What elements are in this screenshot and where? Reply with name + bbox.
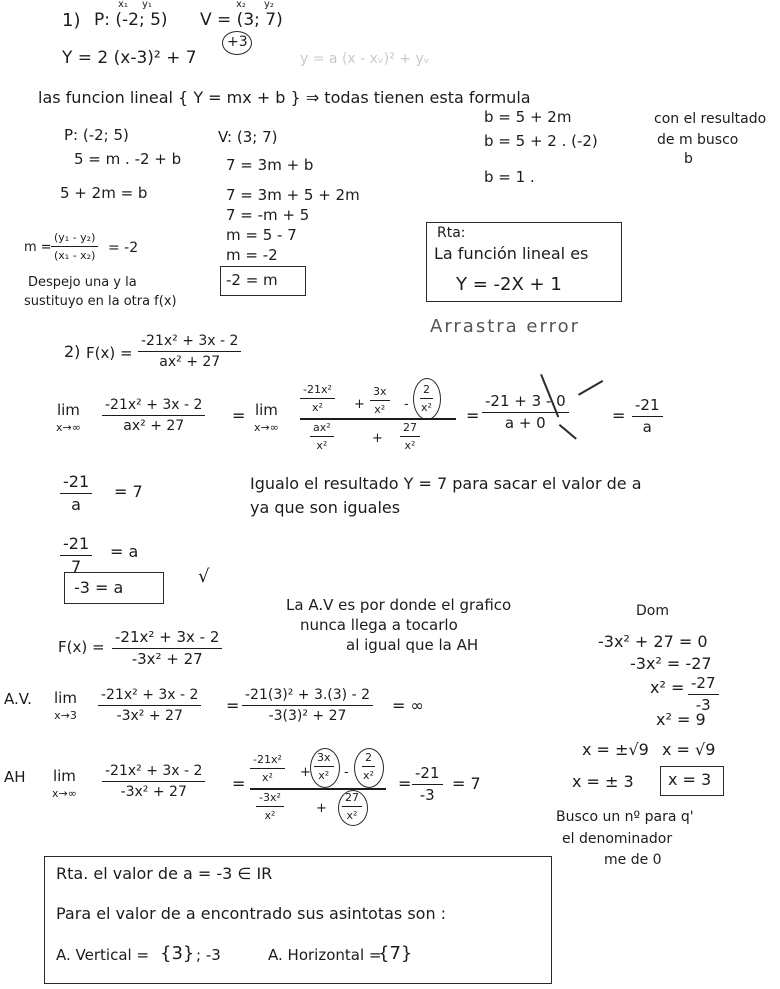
fx-fraction xyxy=(138,334,241,369)
dom-title: Dom xyxy=(636,603,669,619)
final-horizontal-label: A. Horizontal = xyxy=(268,946,382,964)
solve-den: 7 xyxy=(70,557,82,576)
mid-equation-2: 7 = 3m + 5 + 2m xyxy=(226,186,360,204)
ah-dterm2-den: x² xyxy=(346,809,358,822)
side-note-line2: de m busco xyxy=(657,132,739,148)
slope-result: = -2 xyxy=(108,240,139,256)
av-result: = ∞ xyxy=(392,696,424,715)
error-note: Arrastra error xyxy=(430,316,580,337)
fx-denominator: ax² + 27 xyxy=(159,354,221,370)
vertex-form-equation: Y = 2 (x-3)² + 7 xyxy=(62,48,197,68)
igualo-line2: ya que son iguales xyxy=(250,498,401,517)
limit-1-numerator: -21x² + 3x - 2 xyxy=(102,398,205,416)
point-p: P: (-2; 5) xyxy=(94,10,168,30)
av-sub-numerator: -21(3)² + 3.(3) - 2 xyxy=(242,688,373,706)
set-den: a xyxy=(71,495,81,514)
term2-num: 3x xyxy=(370,386,390,401)
limit-av-word: lim xyxy=(54,689,77,707)
dterm1-num: ax² xyxy=(310,422,334,437)
dterm1 xyxy=(310,422,334,451)
reduced-numerator: -21 + 3 - 0 xyxy=(482,394,569,413)
limit-av xyxy=(54,690,77,722)
ah-result-fraction xyxy=(412,766,443,803)
dom-eq3-den: -3 xyxy=(695,696,711,714)
mid-equation-1: 7 = 3m + b xyxy=(226,156,314,174)
ah-term2 xyxy=(314,752,334,781)
fx2-denominator: -3x² + 27 xyxy=(131,650,203,668)
ah-equals-2: = xyxy=(398,774,412,793)
dom-eq6a: x = ± 3 xyxy=(572,772,634,791)
dterm2-num: 27 xyxy=(400,422,420,437)
ah-result-den: -3 xyxy=(419,786,435,804)
equals-3: = xyxy=(612,406,626,425)
ah-dplus: + xyxy=(316,801,327,816)
av-equals: = xyxy=(226,696,240,715)
dterm2-den: x² xyxy=(404,439,416,452)
ah-result-num: -21 xyxy=(412,766,443,785)
equals-2: = xyxy=(466,406,480,425)
final-vertical-label: A. Vertical = xyxy=(56,946,150,964)
dom-eq6b: x = 3 xyxy=(668,770,712,789)
term-minus: - xyxy=(404,397,409,412)
limit-1 xyxy=(56,402,81,434)
limit-ah-sub: x→∞ xyxy=(52,786,77,800)
mid-boxed-text: -2 = m xyxy=(226,271,278,289)
left-equation-2: 5 + 2m = b xyxy=(60,184,148,202)
left-point: P: (-2; 5) xyxy=(64,126,129,144)
ah-compound-fraction xyxy=(250,752,394,824)
set-fraction xyxy=(60,474,92,513)
reduced-denominator: a + 0 xyxy=(504,414,546,432)
dterm2 xyxy=(400,422,420,451)
strike-2 xyxy=(578,380,603,395)
dom-eq4: x² = 9 xyxy=(656,710,706,729)
answer-1-text: La función lineal es xyxy=(434,244,589,263)
av-sub-denominator: -3(3)² + 27 xyxy=(268,708,347,724)
ah-dterm1-den: x² xyxy=(264,809,276,822)
ah-term1 xyxy=(250,754,285,783)
slope-denominator: (x₁ - x₂) xyxy=(54,249,96,262)
faint-general-formula: y = a (x - xᵥ)² + yᵥ xyxy=(300,51,430,67)
ah-numerator: -21x² + 3x - 2 xyxy=(102,764,205,782)
dom-eq5b: x = √9 xyxy=(662,740,716,759)
ah-dterm1 xyxy=(256,792,284,821)
term3 xyxy=(418,384,435,413)
limit-result-den: a xyxy=(642,418,652,436)
slope-label: m = xyxy=(24,240,52,255)
term1-den: x² xyxy=(311,401,323,414)
dom-note-line3: me de 0 xyxy=(604,852,662,868)
limit-ah xyxy=(52,768,77,800)
dom-note-line1: Busco un nº para q' xyxy=(556,809,694,825)
dom-eq5a: x = ±√9 xyxy=(582,740,649,759)
set-num: -21 xyxy=(60,474,92,494)
term3-den: x² xyxy=(421,401,432,414)
dom-eq2: -3x² = -27 xyxy=(630,654,712,673)
limit-ah-word: lim xyxy=(52,767,76,785)
limit-2-word: lim xyxy=(254,401,278,419)
side-note-line3: b xyxy=(684,151,693,167)
ah-minus: - xyxy=(344,765,349,780)
compound-fraction xyxy=(300,384,458,450)
av-denominator: -3x² + 27 xyxy=(116,708,183,724)
ah-term2-den: x² xyxy=(318,769,330,782)
ah-term2-num: 3x xyxy=(314,752,334,767)
limit-1-sub: x→∞ xyxy=(56,420,81,434)
ah-main-bar xyxy=(250,788,386,790)
despejo-note-line2: sustituyo en la otra f(x) xyxy=(24,294,177,309)
limit-1-word: lim xyxy=(56,401,80,419)
av-note-line1: La A.V es por donde el grafico xyxy=(286,596,512,614)
subscript-y2: y₂ xyxy=(264,0,274,10)
av-numerator: -21x² + 3x - 2 xyxy=(98,688,201,706)
dterm-plus: + xyxy=(372,431,383,446)
problem-2-number: 2) xyxy=(64,342,81,361)
b-equation-2: b = 5 + 2 . (-2) xyxy=(484,132,598,150)
dom-eq3-fraction xyxy=(688,676,719,713)
slope-numerator: (y₁ - y₂) xyxy=(51,232,98,247)
slope-fraction xyxy=(51,232,98,261)
solve-fraction xyxy=(60,536,92,575)
limit-1-denominator: ax² + 27 xyxy=(123,418,185,434)
ah-denominator: -3x² + 27 xyxy=(120,784,187,800)
fx2-fraction xyxy=(112,630,222,667)
dom-eq1: -3x² + 27 = 0 xyxy=(598,632,708,651)
mid-equation-3: 7 = -m + 5 xyxy=(226,206,310,224)
linear-function-intro: las funcion lineal { Y = mx + b } ⇒ todas tienen esta formula xyxy=(38,88,531,107)
fx-label: F(x) = xyxy=(86,344,133,362)
set-rhs: = 7 xyxy=(114,482,143,501)
limit-2-sub: x→∞ xyxy=(254,420,279,434)
final-vertical-value: {3} xyxy=(160,943,195,964)
ah-dterm2 xyxy=(342,792,362,821)
av-note-line3: al igual que la AH xyxy=(346,636,479,654)
b-equation-3: b = 1 . xyxy=(484,168,535,186)
subscript-x1: x₁ xyxy=(118,0,128,10)
dterm1-den: x² xyxy=(316,439,328,452)
av-note-line2: nunca llega a tocarlo xyxy=(300,616,458,634)
limit-2 xyxy=(254,402,279,434)
circled-plus-three: +3 xyxy=(227,34,248,50)
av-label: A.V. xyxy=(4,690,32,708)
ah-term3-num: 2 xyxy=(362,752,375,767)
ah-fraction xyxy=(102,764,205,799)
limit-result-fraction xyxy=(632,398,663,435)
mid-equation-5: m = -2 xyxy=(226,246,278,264)
b-equation-1: b = 5 + 2m xyxy=(484,108,572,126)
check-mark: √ xyxy=(198,566,210,587)
fx2-numerator: -21x² + 3x - 2 xyxy=(112,630,222,649)
vertex-v: V = (3; 7) xyxy=(200,10,283,30)
ah-dterm2-num: 27 xyxy=(342,792,362,807)
ah-term3-den: x² xyxy=(363,769,374,782)
ah-result: = 7 xyxy=(452,774,481,793)
solve-rhs: = a xyxy=(110,542,139,561)
term1-num: -21x² xyxy=(300,384,335,399)
ah-label: AH xyxy=(4,768,26,786)
av-substituted xyxy=(242,688,373,723)
final-line1: Rta. el valor de a = -3 ∈ IR xyxy=(56,864,273,883)
igualo-line1: Igualo el resultado Y = 7 para sacar el valor de a xyxy=(250,474,642,493)
subscript-y1: y₁ xyxy=(142,0,152,10)
fx2-label: F(x) = xyxy=(58,638,105,656)
mid-point: V: (3; 7) xyxy=(218,128,278,146)
side-note-line1: con el resultado xyxy=(654,111,767,127)
final-line2: Para el valor de a encontrado sus asintotas son : xyxy=(56,904,447,923)
limit-1-fraction xyxy=(102,398,205,433)
main-fraction-bar xyxy=(300,418,456,420)
solve-num: -21 xyxy=(60,536,92,556)
ah-term3 xyxy=(360,752,377,781)
term2-den: x² xyxy=(374,403,386,416)
term3-num: 2 xyxy=(420,384,433,399)
av-fraction xyxy=(98,688,201,723)
boxed-a-text: -3 = a xyxy=(74,578,124,597)
equals-1: = xyxy=(232,406,246,425)
term2 xyxy=(370,386,390,415)
ah-term1-den: x² xyxy=(261,771,273,784)
fx-numerator: -21x² + 3x - 2 xyxy=(138,334,241,352)
final-vertical-extra: ; -3 xyxy=(196,946,221,964)
final-horizontal-value: {7} xyxy=(378,943,413,964)
mid-equation-4: m = 5 - 7 xyxy=(226,226,297,244)
answer-1-label: Rta: xyxy=(437,225,466,241)
limit-av-sub: x→3 xyxy=(54,708,77,722)
term1 xyxy=(300,384,335,413)
term-plus: + xyxy=(354,397,365,412)
ah-equals: = xyxy=(232,774,246,793)
subscript-x2: x₂ xyxy=(236,0,246,10)
despejo-note-line1: Despejo una y la xyxy=(28,275,137,290)
dom-eq3-num: -27 xyxy=(688,676,719,695)
ah-term1-num: -21x² xyxy=(250,754,285,769)
problem-1-number: 1) xyxy=(62,10,81,31)
ah-dterm1-num: -3x² xyxy=(256,792,284,807)
dom-note-line2: el denominador xyxy=(562,831,673,847)
limit-result-num: -21 xyxy=(632,398,663,417)
answer-1-equation: Y = -2X + 1 xyxy=(456,274,562,295)
ah-plus: + xyxy=(300,765,311,780)
left-equation-1: 5 = m . -2 + b xyxy=(74,150,182,168)
dom-eq3-lhs: x² = xyxy=(650,678,685,697)
